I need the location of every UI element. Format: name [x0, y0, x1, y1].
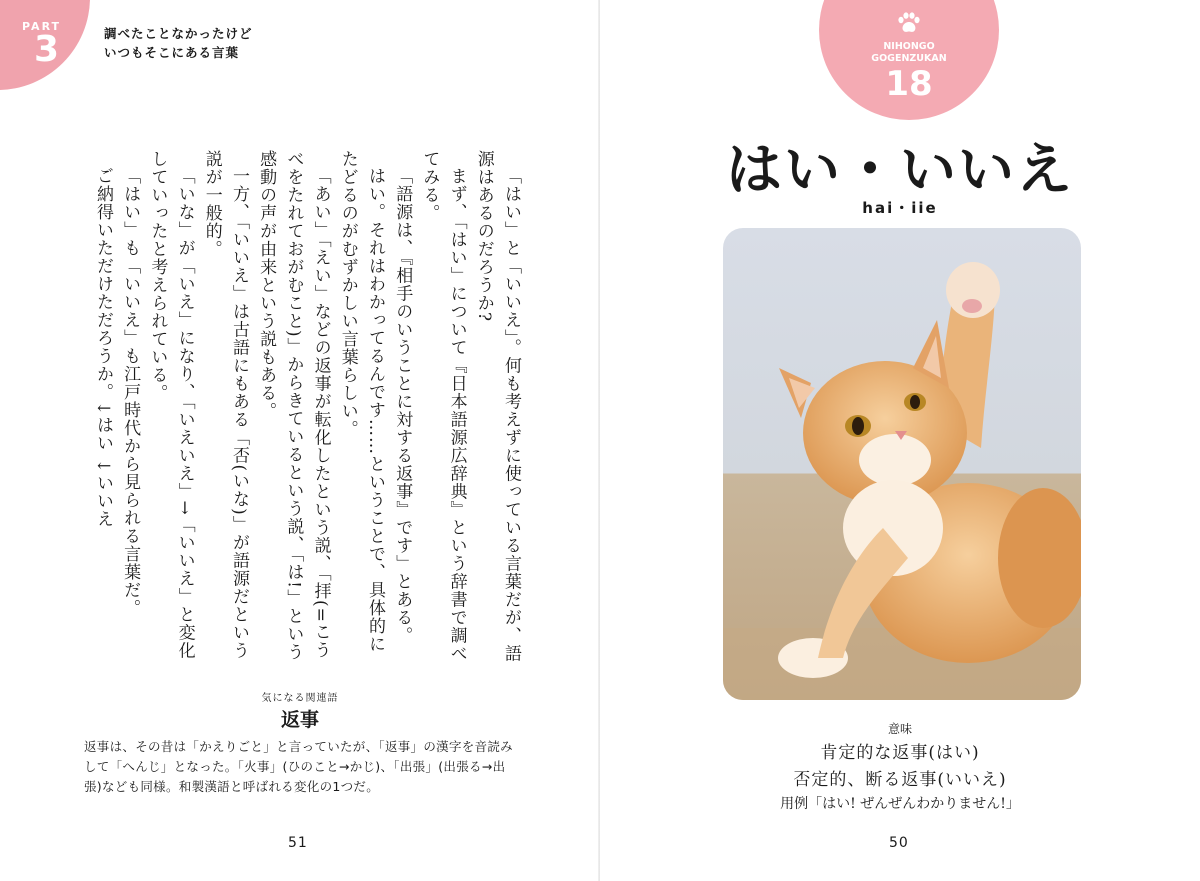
body-paragraph: 「語源は、『相手のいうことに対する返事』です」とある。	[392, 167, 413, 645]
entry-number-badge	[819, 0, 999, 120]
body-text	[64, 150, 524, 670]
part-title-line1: 調べたことなかったけど	[104, 26, 253, 41]
related-word: 返事	[280, 709, 319, 731]
cat-illustration	[723, 228, 1081, 700]
badge-number: 18	[885, 64, 933, 104]
related-text: 返事は、その昔は「かえりごと」と言っていたが、「返事」の漢字を音読みして「へんじ」となった。「火事」(ひのこと→かじ)、「出張」(出張る→出張)なども同様。和製漢語と呼ばれる変化の1つだ。	[84, 739, 513, 794]
body-paragraph: 一方、「いいえ」は古語にもある「否(いな)」が語源だという説が一般的。	[201, 150, 249, 660]
part-number: 3	[34, 29, 60, 70]
page-number-left: 51	[288, 835, 308, 851]
page-number-right: 50	[889, 835, 909, 851]
part-title	[104, 24, 253, 62]
related-label: 気になる関連語	[261, 693, 339, 704]
body-paragraph: 「いな」が「いえ」になり、「いえいえ」→「いいえ」と変化していったと考えられている。	[147, 150, 195, 660]
body-paragraph: まず、「はい」について『日本語源広辞典』という辞書で調べてみる。	[419, 150, 467, 663]
entry-romaji: hai・iie	[862, 199, 938, 217]
part-title-line2: いつもそこにある言葉	[104, 45, 240, 60]
entry-title: はい・いいえ	[726, 138, 1074, 203]
meaning-line-1: 肯定的な返事(はい)	[820, 743, 980, 763]
body-paragraph: はい。それはわかってるんです……ということで、具体的にたどるのがむずかしい言葉らしい。	[337, 150, 385, 653]
body-paragraph: ご納得いただけただろうか。↓はい ↓いいえ	[92, 167, 113, 528]
paw-icon	[897, 12, 921, 34]
badge-brand	[819, 41, 999, 65]
body-paragraph: 「はい」と「いいえ」。何も考えずに使っている言葉だが、語源はあるのだろうか?	[473, 150, 521, 663]
meaning-line-2: 否定的、断る返事(いいえ)	[793, 770, 1007, 790]
body-paragraph: 「はい」も「いいえ」も江戸時代から見られる言葉だ。	[120, 167, 141, 617]
badge-brand-line1: NIHONGO	[883, 41, 935, 52]
cat-photo	[723, 228, 1081, 700]
meaning-label: 意味	[887, 722, 912, 736]
badge-brand-line2: GOGENZUKAN	[871, 53, 947, 64]
part-label: PART	[22, 20, 62, 33]
usage-example: 用例「はい! ぜんぜんわかりません!」	[780, 796, 1020, 812]
body-paragraph: 「あい」「えい」などの返事が転化したという説、「拝(=こうべをたれておがむこと)」からきているという説、「は!」という感動の声が由来という説もある。	[256, 150, 331, 661]
